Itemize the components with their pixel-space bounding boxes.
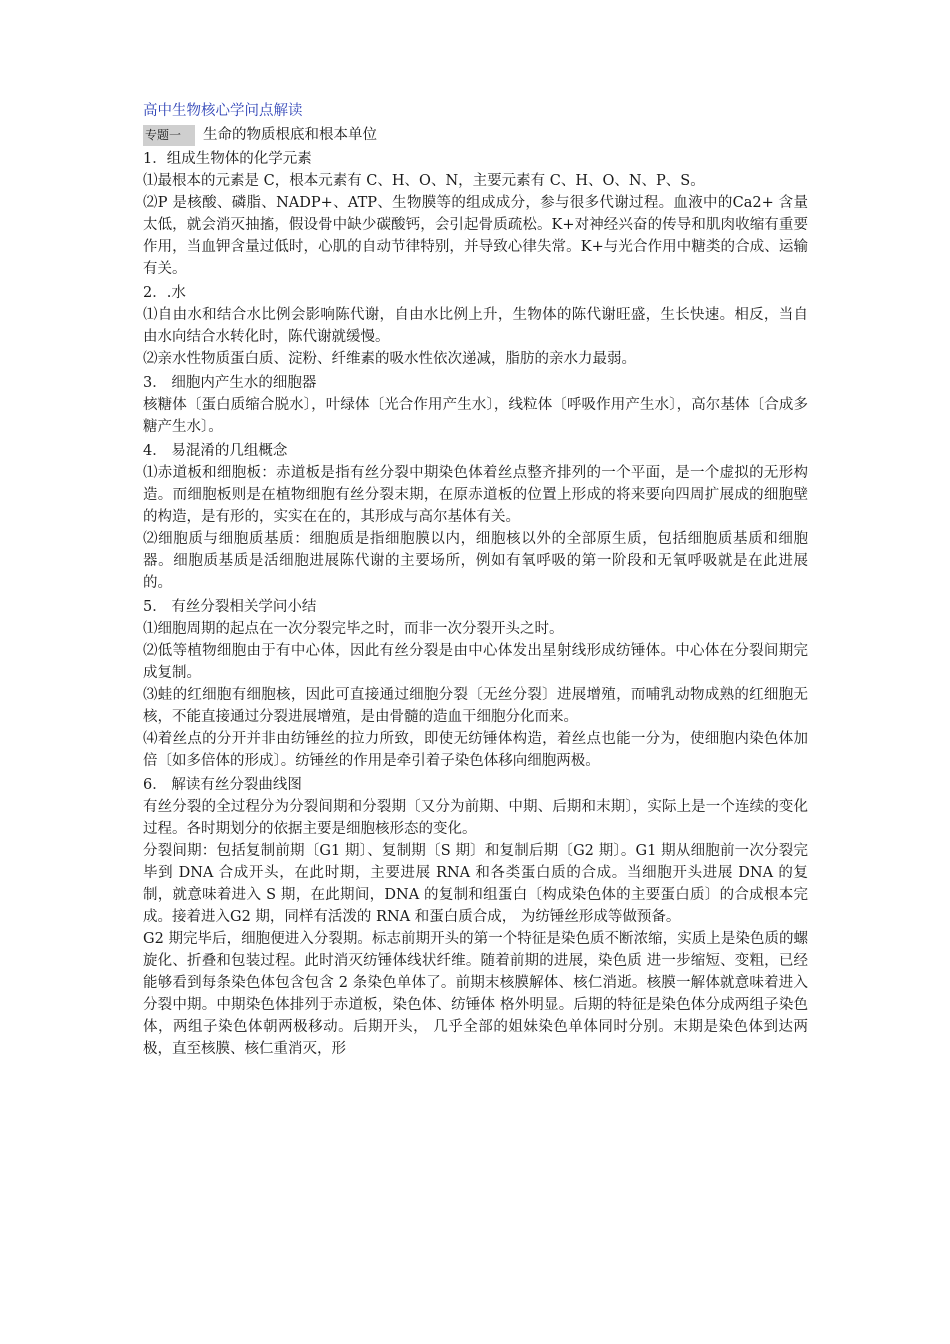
section-heading: 5． 有丝分裂相关学问小结 [143,599,317,615]
paragraph: 分裂间期：包括复制前期〔G1 期〕、复制期〔S 期〕和复制后期〔G2 期〕。G1 期从细胞前一次分裂完毕到 DNA 合成开头，在此时期，主要进展 RNA 和各类蛋白质的合成。当细胞开头进展 DNA 的复制，就意味着进入 S 期，在此期间，DNA 的复制和组蛋白〔构成染色体的主要蛋白质〕的合成根本完成。接着进入G2 期，同样有活泼的 RNA 和蛋白质合成， 为纺锤丝形成等做预备。 [143,843,808,925]
paragraph: ⑵亲水性物质蛋白质、淀粉、纤维素的吸水性依次递减，脂肪的亲水力最弱。 [143,351,636,367]
paragraph: G2 期完毕后，细胞便进入分裂期。标志前期开头的第一个特征是染色质不断浓缩，实质上是染色质的螺旋化、折叠和包装过程。此时消灭纺锤体线状纤维。随着前期的进展，染色质 进一步缩短、变粗，已经能够看到每条染色体包含包含 2 条染色单体了。前期末核膜解体、核仁消逝。核膜一解体就意味着进入分裂中期。中期染色体排列于赤道板，染色体、纺锤体 格外明显。后期的特征是染色体分成两组子染色体，两组子染色体朝两极移动。后期开头， 几乎全部的姐妹染色单体同时分别。末期是染色体到达两极，直至核膜、核仁重消灭，形 [143,931,808,1057]
paragraph: ⑶蛙的红细胞有细胞核，因此可直接通过细胞分裂〔无丝分裂〕进展增殖，而哺乳动物成熟的红细胞无核，不能直接通过分裂进展增殖，是由骨髓的造血干细胞分化而来。 [143,687,808,725]
section-heading: 4． 易混淆的几组概念 [143,443,288,459]
paragraph: ⑴自由水和结合水比例会影响陈代谢，自由水比例上升，生物体的陈代谢旺盛，生长快速。相反，当自由水向结合水转化时，陈代谢就缓慢。 [143,307,808,345]
topic-title: 生命的物质根底和根本单位 [203,127,378,143]
section-heading: 2．.水 [143,285,186,301]
document-title: 高中生物核心学问点解读 [143,103,303,119]
paragraph: ⑵低等植物细胞由于有中心体，因此有丝分裂是由中心体发出星射线形成纺锤体。中心体在分裂间期完成复制。 [143,643,808,681]
topic-badge: 专题一 [143,125,195,146]
paragraph: ⑴赤道板和细胞板：赤道板是指有丝分裂中期染色体着丝点整齐排列的一个平面，是一个虚拟的无形构造。而细胞板则是在植物细胞有丝分裂末期，在原赤道板的位置上形成的将来要向四周扩展成的细胞壁的构造，是有形的，实实在在的，其形成与高尔基体有关。 [143,465,808,525]
paragraph: ⑴最根本的元素是 C，根本元素有 C、H、O、N，主要元素有 C、H、O、N、P、S。 [143,173,705,189]
paragraph-list [143,148,808,1060]
section-heading: 6． 解读有丝分裂曲线图 [143,777,302,793]
paragraph: ⑵P 是核酸、磷脂、NADP+、ATP、生物膜等的组成成分，参与很多代谢过程。血液中的Ca2+ 含量太低，就会消灭抽搐，假设骨中缺少碳酸钙，会引起骨质疏松。K+对神经兴奋的传导和肌肉收缩有重要作用，当血钾含量过低时，心肌的自动节律特别，并导致心律失常。K+与光合作用中糖类的合成、运输有关。 [143,195,808,277]
paragraph: 有丝分裂的全过程分为分裂间期和分裂期〔又分为前期、中期、后期和末期〕，实际上是一个连续的变化过程。各时期划分的依据主要是细胞核形态的变化。 [143,799,808,837]
section-heading: 1．组成生物体的化学元素 [143,151,312,167]
document-content [143,100,808,1060]
paragraph: ⑵细胞质与细胞质基质：细胞质是指细胞膜以内，细胞核以外的全部原生质，包括细胞质基质和细胞器。细胞质基质是活细胞进展陈代谢的主要场所，例如有氧呼吸的第一阶段和无氧呼吸就是在此进展的。 [143,531,808,591]
paragraph: 核糖体〔蛋白质缩合脱水〕，叶绿体〔光合作用产生水〕，线粒体〔呼吸作用产生水〕，高尔基体〔合成多糖产生水〕。 [143,397,808,435]
paragraph: ⑷着丝点的分开并非由纺锤丝的拉力所致，即使无纺锤体构造，着丝点也能一分为，使细胞内染色体加倍〔如多倍体的形成〕。纺锤丝的作用是牵引着子染色体移向细胞两极。 [143,731,808,769]
topic-header [143,124,808,146]
section-heading: 3． 细胞内产生水的细胞器 [143,375,317,391]
paragraph: ⑴细胞周期的起点在一次分裂完毕之时，而非一次分裂开头之时。 [143,621,564,637]
